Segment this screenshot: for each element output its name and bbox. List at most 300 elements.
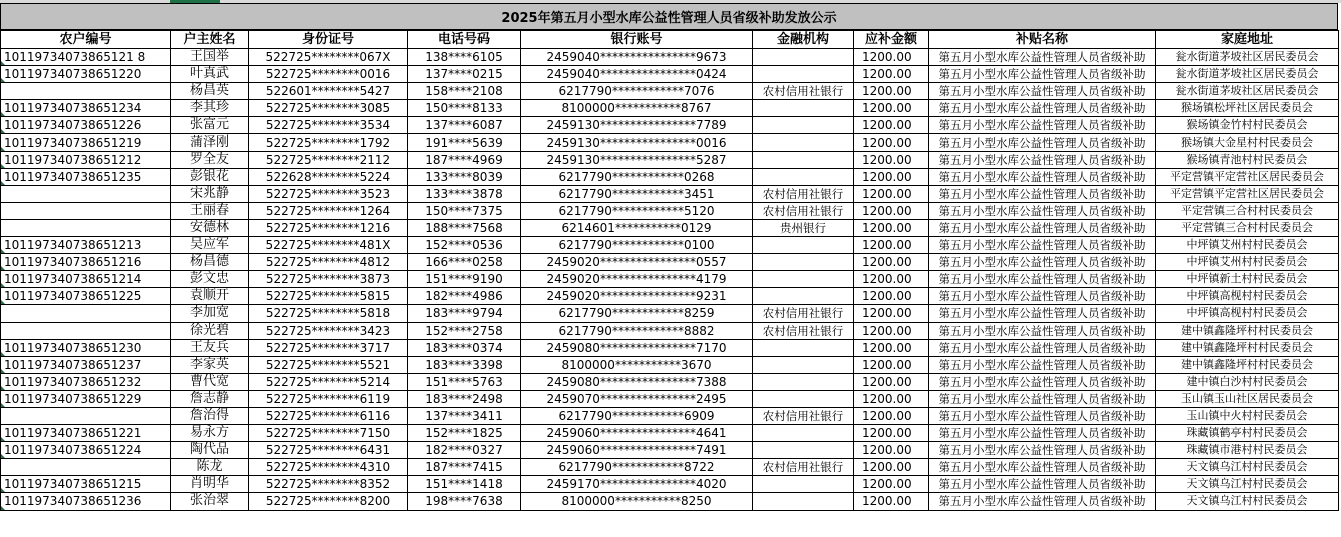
subsidy-name-cell[interactable]: 第五月小型水库公益性管理人员省级补助 [929, 185, 1156, 202]
address-cell[interactable]: 中坪镇艾州村村民委员会 [1156, 254, 1339, 271]
household-id-cell[interactable]: 101197340738651215 [1, 476, 171, 493]
amount-cell[interactable]: 1200.00 [854, 168, 929, 185]
subsidy-name-cell[interactable]: 第五月小型水库公益性管理人员省级补助 [929, 442, 1156, 459]
head-name-cell[interactable]: 彭文忠 [171, 271, 249, 288]
id-card-cell[interactable]: 522725********481X [249, 237, 408, 254]
amount-cell[interactable]: 1200.00 [854, 49, 929, 66]
household-id-cell[interactable] [1, 83, 171, 100]
id-card-cell[interactable]: 522725********3717 [249, 339, 408, 356]
institution-cell[interactable]: 农村信用社银行 [753, 305, 854, 322]
head-name-cell[interactable]: 陈龙 [171, 459, 249, 476]
institution-cell[interactable] [753, 288, 854, 305]
bank-account-cell[interactable]: 2459080****************7388 [521, 373, 753, 390]
bank-account-cell[interactable]: 2459060****************7491 [521, 442, 753, 459]
institution-cell[interactable] [753, 442, 854, 459]
head-name-cell[interactable]: 彭银花 [171, 168, 249, 185]
header-phone[interactable]: 电话号码 [408, 31, 521, 49]
phone-cell[interactable]: 152****2758 [408, 322, 521, 339]
household-id-cell[interactable]: 101197340738651230 [1, 339, 171, 356]
table-row [1, 442, 1339, 459]
bank-account-cell[interactable]: 6217790************7076 [521, 83, 753, 100]
table-row [1, 288, 1339, 305]
amount-cell[interactable]: 1200.00 [854, 476, 929, 493]
phone-cell[interactable]: 152****1825 [408, 425, 521, 442]
amount-cell[interactable]: 1200.00 [854, 254, 929, 271]
head-name-cell[interactable]: 曹代宽 [171, 373, 249, 390]
id-card-cell[interactable]: 522725********5815 [249, 288, 408, 305]
amount-cell[interactable]: 1200.00 [854, 425, 929, 442]
amount-cell[interactable]: 1200.00 [854, 407, 929, 424]
header-subsidy-name[interactable]: 补贴名称 [929, 31, 1156, 49]
head-name-cell[interactable]: 肖明华 [171, 476, 249, 493]
subsidy-name-cell[interactable]: 第五月小型水库公益性管理人员省级补助 [929, 305, 1156, 322]
phone-cell[interactable]: 151****1418 [408, 476, 521, 493]
id-card-cell[interactable]: 522725********7150 [249, 425, 408, 442]
institution-cell[interactable] [753, 493, 854, 510]
address-cell[interactable]: 猴场镇松坪社区居民委员会 [1156, 100, 1339, 117]
header-institution[interactable]: 金融机构 [753, 31, 854, 49]
subsidy-name-cell[interactable]: 第五月小型水库公益性管理人员省级补助 [929, 168, 1156, 185]
id-card-cell[interactable]: 522725********1216 [249, 219, 408, 236]
table-row [1, 493, 1339, 510]
amount-cell[interactable]: 1200.00 [854, 373, 929, 390]
subsidy-name-cell[interactable]: 第五月小型水库公益性管理人员省级补助 [929, 254, 1156, 271]
text-number-indicator [1, 61, 5, 65]
table-row [1, 339, 1339, 356]
id-card-cell[interactable]: 522725********8352 [249, 476, 408, 493]
head-name-cell[interactable]: 杨昌英 [171, 83, 249, 100]
bank-account-cell[interactable]: 2459040****************0424 [521, 66, 753, 83]
amount-cell[interactable]: 1200.00 [854, 202, 929, 219]
bank-account-cell[interactable]: 6214601***********0129 [521, 219, 753, 236]
text-number-indicator [1, 147, 5, 151]
address-cell[interactable]: 天文镇乌江村村民委员会 [1156, 459, 1339, 476]
text-number-indicator [1, 369, 5, 373]
address-cell[interactable]: 玉山镇中火村村民委员会 [1156, 407, 1339, 424]
subsidy-name-cell[interactable]: 第五月小型水库公益性管理人员省级补助 [929, 49, 1156, 66]
text-number-indicator [1, 78, 5, 82]
subsidy-name-cell[interactable]: 第五月小型水库公益性管理人员省级补助 [929, 373, 1156, 390]
text-number-indicator [1, 437, 5, 441]
household-id-cell[interactable] [1, 305, 171, 322]
table-row [1, 356, 1339, 373]
bank-account-cell[interactable]: 2459040****************9673 [521, 49, 753, 66]
amount-cell[interactable]: 1200.00 [854, 237, 929, 254]
address-cell[interactable]: 中坪镇高枧村村民委员会 [1156, 288, 1339, 305]
head-name-cell[interactable]: 蒲泽刚 [171, 134, 249, 151]
household-id-cell[interactable]: 101197340738651216 [1, 254, 171, 271]
head-name-cell[interactable]: 宋兆静 [171, 185, 249, 202]
id-card-cell[interactable]: 522725********1792 [249, 134, 408, 151]
bank-account-cell[interactable]: 6217790************0268 [521, 168, 753, 185]
amount-cell[interactable]: 1200.00 [854, 83, 929, 100]
subsidy-name-cell[interactable]: 第五月小型水库公益性管理人员省级补助 [929, 407, 1156, 424]
id-card-cell[interactable]: 522725********067X [249, 49, 408, 66]
id-card-cell[interactable]: 522725********6431 [249, 442, 408, 459]
amount-cell[interactable]: 1200.00 [854, 493, 929, 510]
household-id-cell[interactable] [1, 202, 171, 219]
id-card-cell[interactable]: 522725********1264 [249, 202, 408, 219]
household-id-cell[interactable] [1, 185, 171, 202]
institution-cell[interactable] [753, 425, 854, 442]
subsidy-name-cell[interactable]: 第五月小型水库公益性管理人员省级补助 [929, 322, 1156, 339]
text-number-indicator [1, 283, 5, 287]
phone-cell[interactable]: 133****8039 [408, 168, 521, 185]
bank-account-cell[interactable]: 6217790************5120 [521, 202, 753, 219]
id-card-cell[interactable]: 522725********2112 [249, 151, 408, 168]
amount-cell[interactable]: 1200.00 [854, 288, 929, 305]
address-cell[interactable]: 瓮水街道茅坡社区居民委员会 [1156, 83, 1339, 100]
bank-account-cell[interactable]: 6217790************0100 [521, 237, 753, 254]
id-card-cell[interactable]: 522725********5521 [249, 356, 408, 373]
household-id-cell[interactable]: 101197340738651221 [1, 425, 171, 442]
head-name-cell[interactable]: 王国举 [171, 49, 249, 66]
institution-cell[interactable]: 农村信用社银行 [753, 185, 854, 202]
bank-account-cell[interactable]: 2459070****************2495 [521, 390, 753, 407]
household-id-cell[interactable] [1, 322, 171, 339]
head-name-cell[interactable]: 安德林 [171, 219, 249, 236]
household-id-cell[interactable]: 101197340738651232 [1, 373, 171, 390]
table-row [1, 373, 1339, 390]
text-number-indicator [1, 266, 5, 270]
amount-cell[interactable]: 1200.00 [854, 134, 929, 151]
household-id-cell[interactable]: 101197340738651224 [1, 442, 171, 459]
phone-cell[interactable]: 191****5639 [408, 134, 521, 151]
bank-account-cell[interactable]: 2459020****************9231 [521, 288, 753, 305]
header-id-card[interactable]: 身份证号 [249, 31, 408, 49]
phone-cell[interactable]: 183****9794 [408, 305, 521, 322]
bank-account-cell[interactable]: 8100000***********8767 [521, 100, 753, 117]
phone-cell[interactable]: 151****5763 [408, 373, 521, 390]
subsidy-name-cell[interactable]: 第五月小型水库公益性管理人员省级补助 [929, 219, 1156, 236]
head-name-cell[interactable]: 李其珍 [171, 100, 249, 117]
address-cell[interactable]: 中坪镇高枧村村民委员会 [1156, 305, 1339, 322]
bank-account-cell[interactable]: 2459130****************5287 [521, 151, 753, 168]
table-row [1, 117, 1339, 134]
bank-account-cell[interactable]: 2459170****************4020 [521, 476, 753, 493]
id-card-cell[interactable]: 522725********5818 [249, 305, 408, 322]
table-row [1, 151, 1339, 168]
amount-cell[interactable]: 1200.00 [854, 117, 929, 134]
amount-cell[interactable]: 1200.00 [854, 66, 929, 83]
head-name-cell[interactable]: 杨昌德 [171, 254, 249, 271]
institution-cell[interactable] [753, 49, 854, 66]
amount-cell[interactable]: 1200.00 [854, 390, 929, 407]
phone-cell[interactable]: 198****7638 [408, 493, 521, 510]
table-row [1, 271, 1339, 288]
address-cell[interactable]: 珠藏镇鹤亭村村民委员会 [1156, 425, 1339, 442]
head-name-cell[interactable]: 王友兵 [171, 339, 249, 356]
table-row [1, 425, 1339, 442]
id-card-cell[interactable]: 522725********3423 [249, 322, 408, 339]
head-name-cell[interactable]: 陶代品 [171, 442, 249, 459]
text-number-indicator [1, 386, 5, 390]
household-id-cell[interactable]: 101197340738651220 [1, 66, 171, 83]
subsidy-name-cell[interactable]: 第五月小型水库公益性管理人员省级补助 [929, 100, 1156, 117]
subsidy-name-cell[interactable]: 第五月小型水库公益性管理人员省级补助 [929, 151, 1156, 168]
amount-cell[interactable]: 1200.00 [854, 442, 929, 459]
phone-cell[interactable]: 138****6105 [408, 49, 521, 66]
amount-cell[interactable]: 1200.00 [854, 356, 929, 373]
amount-cell[interactable]: 1200.00 [854, 100, 929, 117]
household-id-cell[interactable]: 101197340738651226 [1, 117, 171, 134]
header-row [1, 31, 1339, 49]
institution-cell[interactable] [753, 237, 854, 254]
bank-account-cell[interactable]: 2459020****************4179 [521, 271, 753, 288]
household-id-cell[interactable]: 101197340738651235 [1, 168, 171, 185]
amount-cell[interactable]: 1200.00 [854, 151, 929, 168]
institution-cell[interactable] [753, 390, 854, 407]
subsidy-name-cell[interactable]: 第五月小型水库公益性管理人员省级补助 [929, 425, 1156, 442]
institution-cell[interactable]: 农村信用社银行 [753, 322, 854, 339]
institution-cell[interactable] [753, 476, 854, 493]
institution-cell[interactable] [753, 66, 854, 83]
phone-cell[interactable]: 151****9190 [408, 271, 521, 288]
phone-cell[interactable]: 166****0258 [408, 254, 521, 271]
table-row [1, 219, 1339, 236]
household-id-cell[interactable]: 101197340738651236 [1, 493, 171, 510]
institution-cell[interactable] [753, 117, 854, 134]
table-row [1, 168, 1339, 185]
household-id-cell[interactable] [1, 459, 171, 476]
phone-cell[interactable]: 137****3411 [408, 407, 521, 424]
phone-cell[interactable]: 182****4986 [408, 288, 521, 305]
institution-cell[interactable] [753, 134, 854, 151]
head-name-cell[interactable]: 詹志静 [171, 390, 249, 407]
subsidy-name-cell[interactable]: 第五月小型水库公益性管理人员省级补助 [929, 66, 1156, 83]
table-row [1, 476, 1339, 493]
address-cell[interactable]: 猴场镇金竹村村民委员会 [1156, 117, 1339, 134]
institution-cell[interactable] [753, 373, 854, 390]
head-name-cell[interactable]: 吴应军 [171, 237, 249, 254]
household-id-cell[interactable]: 101197340738651229 [1, 390, 171, 407]
phone-cell[interactable]: 182****0327 [408, 442, 521, 459]
text-number-indicator [1, 352, 5, 356]
phone-cell[interactable]: 152****0536 [408, 237, 521, 254]
table-row [1, 185, 1339, 202]
phone-cell[interactable]: 188****7568 [408, 219, 521, 236]
head-name-cell[interactable]: 叶真武 [171, 66, 249, 83]
bank-account-cell[interactable]: 2459020****************0557 [521, 254, 753, 271]
address-cell[interactable]: 建中镇鑫隆坪村村民委员会 [1156, 356, 1339, 373]
address-cell[interactable]: 瓮水街道茅坡社区居民委员会 [1156, 66, 1339, 83]
head-name-cell[interactable]: 张治翠 [171, 493, 249, 510]
subsidy-name-cell[interactable]: 第五月小型水库公益性管理人员省级补助 [929, 493, 1156, 510]
household-id-cell[interactable]: 101197340738651219 [1, 134, 171, 151]
subsidy-table [0, 30, 1339, 511]
table-row [1, 305, 1339, 322]
id-card-cell[interactable]: 522725********4310 [249, 459, 408, 476]
phone-cell[interactable]: 187****7415 [408, 459, 521, 476]
phone-cell[interactable]: 137****6087 [408, 117, 521, 134]
id-card-cell[interactable]: 522725********4812 [249, 254, 408, 271]
text-number-indicator [1, 164, 5, 168]
institution-cell[interactable] [753, 271, 854, 288]
household-id-cell[interactable]: 101197340738651225 [1, 288, 171, 305]
subsidy-name-cell[interactable]: 第五月小型水库公益性管理人员省级补助 [929, 117, 1156, 134]
household-id-cell[interactable]: 101197340738651237 [1, 356, 171, 373]
address-cell[interactable]: 平定营镇三合村村民委员会 [1156, 202, 1339, 219]
institution-cell[interactable] [753, 339, 854, 356]
sheet-title[interactable]: 2025年第五月小型水库公益性管理人员省级补助发放公示 [0, 3, 1338, 30]
text-number-indicator [1, 112, 5, 116]
household-id-cell[interactable]: 101197340738651213 [1, 237, 171, 254]
header-household-id[interactable]: 农户编号 [1, 31, 171, 49]
head-name-cell[interactable]: 袁顺开 [171, 288, 249, 305]
id-card-cell[interactable]: 522725********5214 [249, 373, 408, 390]
amount-cell[interactable]: 1200.00 [854, 459, 929, 476]
subsidy-name-cell[interactable]: 第五月小型水库公益性管理人员省级补助 [929, 288, 1156, 305]
address-cell[interactable]: 建中镇鑫隆坪村村民委员会 [1156, 339, 1339, 356]
text-number-indicator [1, 249, 5, 253]
address-cell[interactable]: 建中镇白沙村村民委员会 [1156, 373, 1339, 390]
id-card-cell[interactable]: 522725********6116 [249, 407, 408, 424]
amount-cell[interactable]: 1200.00 [854, 185, 929, 202]
address-cell[interactable]: 平定营镇平定营社区居民委员会 [1156, 185, 1339, 202]
address-cell[interactable]: 平定营镇平定营社区居民委员会 [1156, 168, 1339, 185]
institution-cell[interactable] [753, 168, 854, 185]
amount-cell[interactable]: 1200.00 [854, 322, 929, 339]
institution-cell[interactable]: 农村信用社银行 [753, 202, 854, 219]
address-cell[interactable]: 天文镇乌江村村民委员会 [1156, 493, 1339, 510]
address-cell[interactable]: 珠藏镇市港村村民委员会 [1156, 442, 1339, 459]
id-card-cell[interactable]: 522601********5427 [249, 83, 408, 100]
id-card-cell[interactable]: 522725********3873 [249, 271, 408, 288]
head-name-cell[interactable]: 易永方 [171, 425, 249, 442]
institution-cell[interactable] [753, 151, 854, 168]
bank-account-cell[interactable]: 6217790************8722 [521, 459, 753, 476]
amount-cell[interactable]: 1200.00 [854, 271, 929, 288]
phone-cell[interactable]: 158****2108 [408, 83, 521, 100]
address-cell[interactable]: 瓮水街道茅坡社区居民委员会 [1156, 49, 1339, 66]
bank-account-cell[interactable]: 6217790************8259 [521, 305, 753, 322]
subsidy-name-cell[interactable]: 第五月小型水库公益性管理人员省级补助 [929, 134, 1156, 151]
institution-cell[interactable] [753, 356, 854, 373]
institution-cell[interactable]: 农村信用社银行 [753, 459, 854, 476]
table-row [1, 237, 1339, 254]
head-name-cell[interactable]: 徐光碧 [171, 322, 249, 339]
subsidy-name-cell[interactable]: 第五月小型水库公益性管理人员省级补助 [929, 459, 1156, 476]
household-id-cell[interactable]: 101197340738651234 [1, 100, 171, 117]
id-card-cell[interactable]: 522725********6119 [249, 390, 408, 407]
address-cell[interactable]: 中坪镇艾州村村民委员会 [1156, 237, 1339, 254]
bank-account-cell[interactable]: 6217790************8882 [521, 322, 753, 339]
head-name-cell[interactable]: 罗全友 [171, 151, 249, 168]
subsidy-name-cell[interactable]: 第五月小型水库公益性管理人员省级补助 [929, 83, 1156, 100]
text-number-indicator [1, 181, 5, 185]
amount-cell[interactable]: 1200.00 [854, 305, 929, 322]
subsidy-name-cell[interactable]: 第五月小型水库公益性管理人员省级补助 [929, 339, 1156, 356]
id-card-cell[interactable]: 522725********3534 [249, 117, 408, 134]
text-number-indicator [1, 454, 5, 458]
amount-cell[interactable]: 1200.00 [854, 339, 929, 356]
bank-account-cell[interactable]: 8100000***********8250 [521, 493, 753, 510]
table-row [1, 254, 1339, 271]
bank-account-cell[interactable]: 2459130****************0016 [521, 134, 753, 151]
address-cell[interactable]: 平定营镇三合村村民委员会 [1156, 219, 1339, 236]
address-cell[interactable]: 猴场镇大金星村村民委员会 [1156, 134, 1339, 151]
institution-cell[interactable] [753, 254, 854, 271]
text-number-indicator [1, 300, 5, 304]
id-card-cell[interactable]: 522725********8200 [249, 493, 408, 510]
household-id-cell[interactable] [1, 219, 171, 236]
phone-cell[interactable]: 183****2498 [408, 390, 521, 407]
institution-cell[interactable]: 贵州银行 [753, 219, 854, 236]
household-id-cell[interactable]: 101197340738651214 [1, 271, 171, 288]
phone-cell[interactable]: 133****3878 [408, 185, 521, 202]
subsidy-name-cell[interactable]: 第五月小型水库公益性管理人员省级补助 [929, 271, 1156, 288]
bank-account-cell[interactable]: 2459130****************7789 [521, 117, 753, 134]
head-name-cell[interactable]: 詹治得 [171, 407, 249, 424]
table-row [1, 459, 1339, 476]
head-name-cell[interactable]: 李加宽 [171, 305, 249, 322]
table-row [1, 83, 1339, 100]
head-name-cell[interactable]: 张富元 [171, 117, 249, 134]
phone-cell[interactable]: 150****7375 [408, 202, 521, 219]
institution-cell[interactable]: 农村信用社银行 [753, 407, 854, 424]
text-number-indicator [1, 403, 5, 407]
id-card-cell[interactable]: 522628********5224 [249, 168, 408, 185]
table-row [1, 66, 1339, 83]
header-address[interactable]: 家庭地址 [1156, 31, 1339, 49]
institution-cell[interactable] [753, 100, 854, 117]
header-amount[interactable]: 应补金额 [854, 31, 929, 49]
bank-account-cell[interactable]: 2459080****************7170 [521, 339, 753, 356]
table-row [1, 322, 1339, 339]
subsidy-name-cell[interactable]: 第五月小型水库公益性管理人员省级补助 [929, 476, 1156, 493]
id-card-cell[interactable]: 522725********3523 [249, 185, 408, 202]
subsidy-name-cell[interactable]: 第五月小型水库公益性管理人员省级补助 [929, 390, 1156, 407]
head-name-cell[interactable]: 王丽春 [171, 202, 249, 219]
amount-cell[interactable]: 1200.00 [854, 219, 929, 236]
address-cell[interactable]: 猴场镇青池村村民委员会 [1156, 151, 1339, 168]
address-cell[interactable]: 建中镇鑫隆坪村村民委员会 [1156, 322, 1339, 339]
address-cell[interactable]: 天文镇乌江村村民委员会 [1156, 476, 1339, 493]
text-number-indicator [1, 488, 5, 492]
address-cell[interactable]: 玉山镇玉山社区居民委员会 [1156, 390, 1339, 407]
institution-cell[interactable]: 农村信用社银行 [753, 83, 854, 100]
head-name-cell[interactable]: 李家英 [171, 356, 249, 373]
household-id-cell[interactable] [1, 407, 171, 424]
bank-account-cell[interactable]: 6217790************6909 [521, 407, 753, 424]
subsidy-name-cell[interactable]: 第五月小型水库公益性管理人员省级补助 [929, 202, 1156, 219]
household-id-cell[interactable]: 101197340738651212 [1, 151, 171, 168]
id-card-cell[interactable]: 522725********0016 [249, 66, 408, 83]
address-cell[interactable]: 中坪镇新土村村民委员会 [1156, 271, 1339, 288]
table-row [1, 202, 1339, 219]
bank-account-cell[interactable]: 6217790************3451 [521, 185, 753, 202]
header-head-name[interactable]: 户主姓名 [171, 31, 249, 49]
table-row [1, 100, 1339, 117]
id-card-cell[interactable]: 522725********3085 [249, 100, 408, 117]
header-bank-account[interactable]: 银行账号 [521, 31, 753, 49]
phone-cell[interactable]: 187****4969 [408, 151, 521, 168]
phone-cell[interactable]: 150****8133 [408, 100, 521, 117]
phone-cell[interactable]: 137****0215 [408, 66, 521, 83]
table-row [1, 390, 1339, 407]
text-number-indicator [1, 506, 5, 510]
subsidy-name-cell[interactable]: 第五月小型水库公益性管理人员省级补助 [929, 237, 1156, 254]
text-number-indicator [1, 129, 5, 133]
bank-account-cell[interactable]: 2459060****************4641 [521, 425, 753, 442]
bank-account-cell[interactable]: 8100000***********3670 [521, 356, 753, 373]
phone-cell[interactable]: 183****0374 [408, 339, 521, 356]
subsidy-name-cell[interactable]: 第五月小型水库公益性管理人员省级补助 [929, 356, 1156, 373]
phone-cell[interactable]: 183****3398 [408, 356, 521, 373]
table-row [1, 407, 1339, 424]
household-id-cell[interactable]: 10119734073865121 8 [1, 49, 171, 66]
table-row [1, 49, 1339, 66]
